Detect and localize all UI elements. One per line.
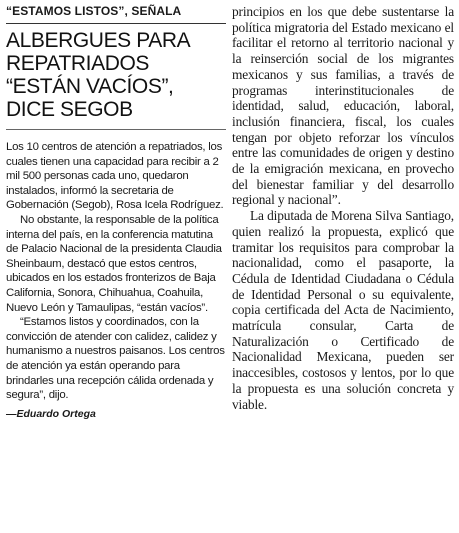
kicker-rule — [6, 23, 226, 24]
sidebar-article — [6, 4, 226, 421]
article-paragraph: Los 10 centros de atención a repatriados, los cuales tienen una capacidad para recibir a 2 mil 500 personas cada uno, quedaron instalados, informó la secretaria de Gobernación (Segob), Rosa Icela Rodríguez. — [6, 141, 224, 212]
article-paragraph: “Estamos listos y coordinados, con la convicción de atender con calidez, calidez y humanismo a nuestros paisanos. Los centros de atención ya están operando para brindarles una recepción cálida ordenada y segura”, dijo. — [6, 316, 225, 402]
body-paragraph: La diputada de Morena Silva Santiago, quien realizó la propuesta, explicó que tramitar los requisitos para comprobar la nacionalidad, como el pasaporte, la Cédula de Identidad Ciudadana o Cédula de Identidad Personal o su equivalente, copia certificada del Acta de Nacimiento, matrícula consular, Carta de Naturalización o Certificado de Nacionalidad Mexicana, pueden ser inaccesibles, costosos y lentos, por lo que la propuesta es una solución concreta y viable. — [232, 208, 454, 412]
article-paragraph: No obstante, la responsable de la política interna del país, en la conferencia matutina de Palacio Nacional de la presidenta Claudia Sheinbaum, destacó que estos centros, ubicados en los estados fronterizos de Baja California, Sonora, Chihuahua, Coahuila, Nuevo León y Tamaulipas, “están vacíos”. — [6, 213, 222, 314]
article-headline: ALBERGUES PARA REPATRIADOS “ESTÁN VACÍOS”, DICE SEGOB — [6, 29, 190, 121]
body-paragraph: principios en los que debe sustentarse la política migratoria del Estado mexicano el facilitar el retorno al territorio nacional y la reinserción social de los migrantes mexicanos y sus familias, a través de programas interinstitucionales de identidad, salud, educación, laboral, inclusión financiera, fiscal, los cuales tengan por objeto reforzar los vínculos entre las comunidades de origen y destino de la emigración mexicana, en provecho del bienestar familiar y del desarrollo regional y nacional”. — [232, 4, 454, 208]
main-article-continuation — [232, 4, 454, 412]
headline-rule — [6, 129, 226, 130]
article-byline: —Eduardo Ortega — [6, 407, 96, 420]
article-kicker: “ESTAMOS LISTOS”, SEÑALA — [6, 4, 182, 18]
